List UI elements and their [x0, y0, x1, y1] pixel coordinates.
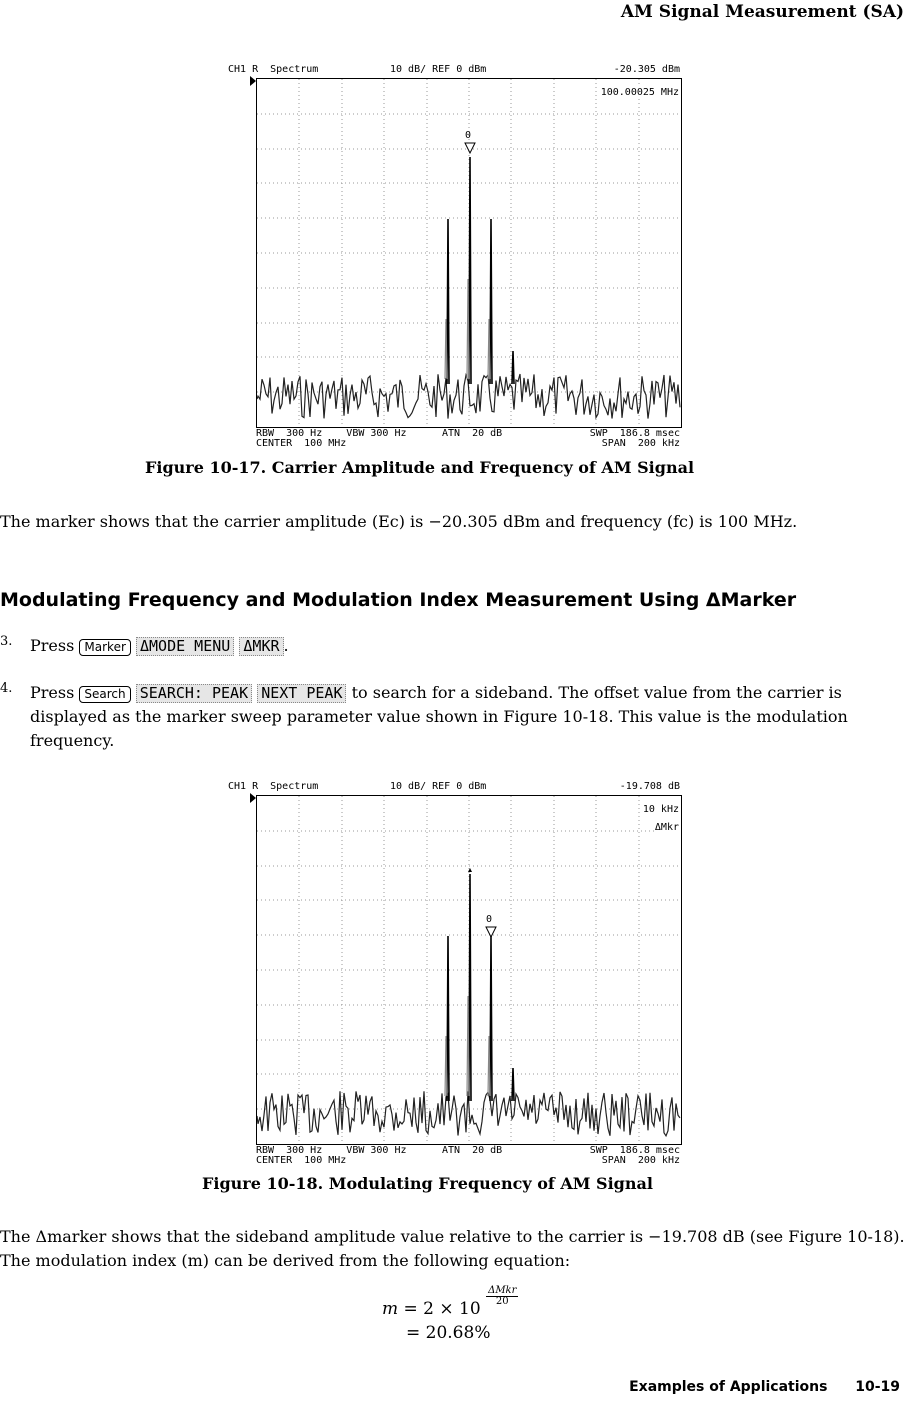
search-hardkey[interactable]: Search [79, 686, 130, 703]
marker-frequency-readout: 100.00025 MHz [600, 87, 679, 98]
page-footer [629, 1379, 900, 1395]
step-4 [30, 681, 908, 753]
figure-10-17 [226, 64, 682, 454]
screen-marker-value: -20.305 dBm [613, 64, 680, 75]
figure-caption: Figure 10-17. Carrier Amplitude and Frequency of AM Signal [145, 458, 695, 477]
screen-marker-value: -19.708 dB [619, 781, 680, 792]
screen-channel-label: CH1 R Spectrum [228, 64, 319, 75]
step-press-text: Press [30, 636, 75, 655]
step-description: to search for a sideband. The offset value from the carrier is displayed as the marker sweep parameter value shown in Figure 10-18. This value is the modulation frequency. [30, 683, 848, 750]
screen-sweep-time: SWP 186.8 msec [589, 1145, 680, 1156]
page-number: 10-19 [855, 1379, 900, 1395]
equation-result: = 20.68% [406, 1323, 491, 1343]
equation-exponent [486, 1286, 518, 1307]
step-period: . [283, 636, 289, 655]
screen-rbw-vbw: RBW 300 Hz VBW 300 Hz [256, 1145, 407, 1156]
screen-rbw-vbw: RBW 300 Hz VBW 300 Hz [256, 428, 407, 439]
screen-channel-label: CH1 R Spectrum [228, 781, 319, 792]
screen-attenuation: ATN 20 dB [442, 1145, 503, 1156]
modulation-index-equation [382, 1286, 518, 1319]
footer-section: Examples of Applications [629, 1379, 828, 1395]
search-peak-softkey[interactable]: SEARCH: PEAK [136, 684, 252, 703]
marker-number-label: 0 [486, 914, 493, 925]
screen-center-freq: CENTER 100 MHz [256, 1155, 347, 1166]
spectrum-graticule [256, 78, 682, 428]
marker-offset-readout: 10 kHz [642, 804, 679, 815]
equation-lhs: m [382, 1299, 399, 1319]
figure-caption: Figure 10-18. Modulating Frequency of AM Signal [202, 1174, 653, 1193]
body-paragraph: The Δmarker shows that the sideband amplitude value relative to the carrier is −19.708 dB (see Figure 10-18). The modulation index (m) can be derived from the following equation: [0, 1227, 905, 1270]
screen-attenuation: ATN 20 dB [442, 428, 503, 439]
step-3 [30, 634, 900, 658]
screen-scale-label: 10 dB/ REF 0 dBm [390, 781, 487, 792]
exponent-denominator: 20 [495, 1296, 509, 1307]
step-press-text: Press [30, 683, 75, 702]
marker-mode-label: ΔMkr [654, 822, 679, 833]
delta-mode-menu-softkey[interactable]: ΔMODE MENU [136, 637, 234, 656]
exponent-numerator: ΔMkr [488, 1285, 517, 1296]
screen-center-freq: CENTER 100 MHz [256, 438, 347, 449]
step-number: 3. [0, 634, 13, 649]
step-number: 4. [0, 681, 13, 696]
equation-line1: = 2 × 10 [403, 1299, 481, 1319]
screen-scale-label: 10 dB/ REF 0 dBm [390, 64, 487, 75]
marker-hardkey[interactable]: Marker [79, 639, 130, 656]
marker-number-label: 0 [465, 130, 472, 141]
spectrum-graticule [256, 795, 682, 1145]
screen-span: SPAN 200 kHz [601, 1155, 680, 1166]
next-peak-softkey[interactable]: NEXT PEAK [257, 684, 346, 703]
page-header-title: AM Signal Measurement (SA) [620, 2, 904, 22]
spectrum-trace-plot [257, 796, 681, 1144]
body-paragraph: The marker shows that the carrier amplitude (Ec) is −20.305 dBm and frequency (fc) is 100 MHz. [0, 512, 798, 531]
screen-span: SPAN 200 kHz [601, 438, 680, 449]
screen-sweep-time: SWP 186.8 msec [589, 428, 680, 439]
figure-10-18 [226, 781, 682, 1171]
section-heading: Modulating Frequency and Modulation Index Measurement Using ΔMarker [0, 589, 797, 611]
delta-mkr-softkey[interactable]: ΔMKR [239, 637, 283, 656]
